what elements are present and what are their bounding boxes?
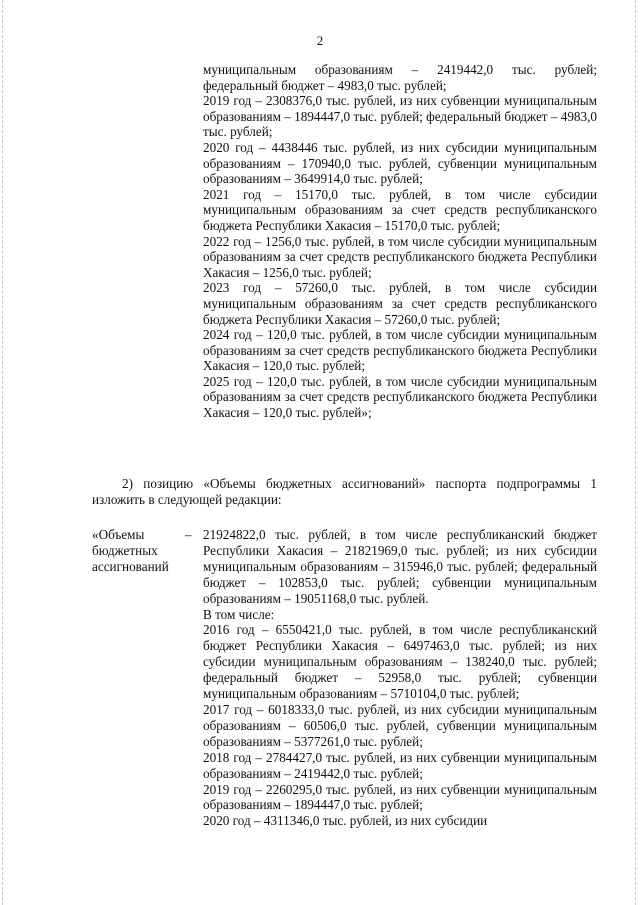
- passport-label: «Объемы бюджетных ассигнований: [92, 527, 169, 575]
- budget-paragraph: 2021 год – 15170,0 тыс. рублей, в том числе субсидии муниципальным образованиям за счет средств республиканского бюджета Республики Хакасия – 15170,0 тыс. рублей;: [203, 186, 597, 233]
- budget-paragraph: В том числе:: [203, 606, 275, 622]
- label-dash: –: [185, 527, 192, 542]
- budget-paragraph: 2018 год – 2784427,0 тыс. рублей, из них субвенции муниципальным образованиям – 2419442,0 тыс. рублей;: [203, 749, 597, 781]
- budget-paragraph: 2024 год – 120,0 тыс. рублей, в том числе субсидии муниципальным образованиям за счет средств республиканского бюджета Республики Хакасия – 120,0 тыс. рублей;: [203, 327, 597, 374]
- budget-paragraph: 2022 год – 1256,0 тыс. рублей, в том числе субсидии муниципальным образованиям за счет средств республиканского бюджета Республики Хакасия – 1256,0 тыс. рублей;: [203, 233, 597, 280]
- budget-paragraph: 2019 год – 2308376,0 тыс. рублей, из них субвенции муниципальным образованиям – 1894447,0 тыс. рублей; федеральный бюджет – 4983,0 тыс. рублей;: [203, 93, 598, 140]
- budget-paragraph: 2016 год – 6550421,0 тыс. рублей, в том числе республиканский бюджет Республики Хакасия – 6497463,0 тыс. рублей; из них субсидии муниципальным образованиям – 138240,0 тыс. рублей; федеральный бюджет – 52958,0 тыс. рублей; субвенции муниципальным образованиям – 5710104,0 тыс. рублей;: [203, 622, 597, 702]
- budget-paragraph: 21924822,0 тыс. рублей, в том числе республиканский бюджет Республики Хакасия – 21821969,0 тыс. рублей; из них субсидии муниципальным образованиям – 315946,0 тыс. рублей; федеральный бюджет – 102853,0 тыс. рублей; субвенции муниципальным образованиям – 19051168,0 тыс. рублей.: [203, 527, 597, 606]
- budget-paragraph: 2019 год – 2260295,0 тыс. рублей, из них субвенции муниципальным образованиям – 1894447,0 тыс. рублей;: [203, 781, 597, 813]
- budget-paragraph: муниципальным образованиям – 2419442,0 тыс. рублей; федеральный бюджет – 4983,0 тыс. рублей;: [203, 62, 597, 93]
- budget-paragraph: 2020 год – 4311346,0 тыс. рублей, из них субсидии: [203, 813, 488, 829]
- budget-paragraph: 2017 год – 6018333,0 тыс. рублей, из них субсидии муниципальным образованиям – 60506,0 тыс. рублей, субвенции муниципальным образованиям – 5377261,0 тыс. рублей;: [203, 701, 597, 749]
- budget-continuation-block: [203, 62, 597, 421]
- budget-allocation-block: [203, 527, 597, 829]
- budget-paragraph: 2023 год – 57260,0 тыс. рублей, в том числе субсидии муниципальным образованиям за счет средств республиканского бюджета Республики Хакасия – 57260,0 тыс. рублей;: [203, 280, 597, 327]
- scan-edge-left: [2, 0, 4, 905]
- scan-edge-right: [635, 0, 637, 905]
- amendment-paragraph: [92, 476, 597, 508]
- amendment-line-1: 2) позицию «Объемы бюджетных ассигнований» паспорта подпрограммы 1: [122, 476, 597, 491]
- budget-paragraph: 2020 год – 4438446 тыс. рублей, из них субсидии муниципальным образованиям – 170940,0 тыс. рублей, субвенции муниципальным образованиям – 3649914,0 тыс. рублей;: [203, 139, 597, 187]
- amendment-line-2: изложить в следующей редакции:: [92, 492, 282, 507]
- page-number: 2: [316, 33, 324, 48]
- budget-paragraph: 2025 год – 120,0 тыс. рублей, в том числе субсидии муниципальным образованиям за счет средств республиканского бюджета Республики Хакасия – 120,0 тыс. рублей»;: [203, 373, 597, 421]
